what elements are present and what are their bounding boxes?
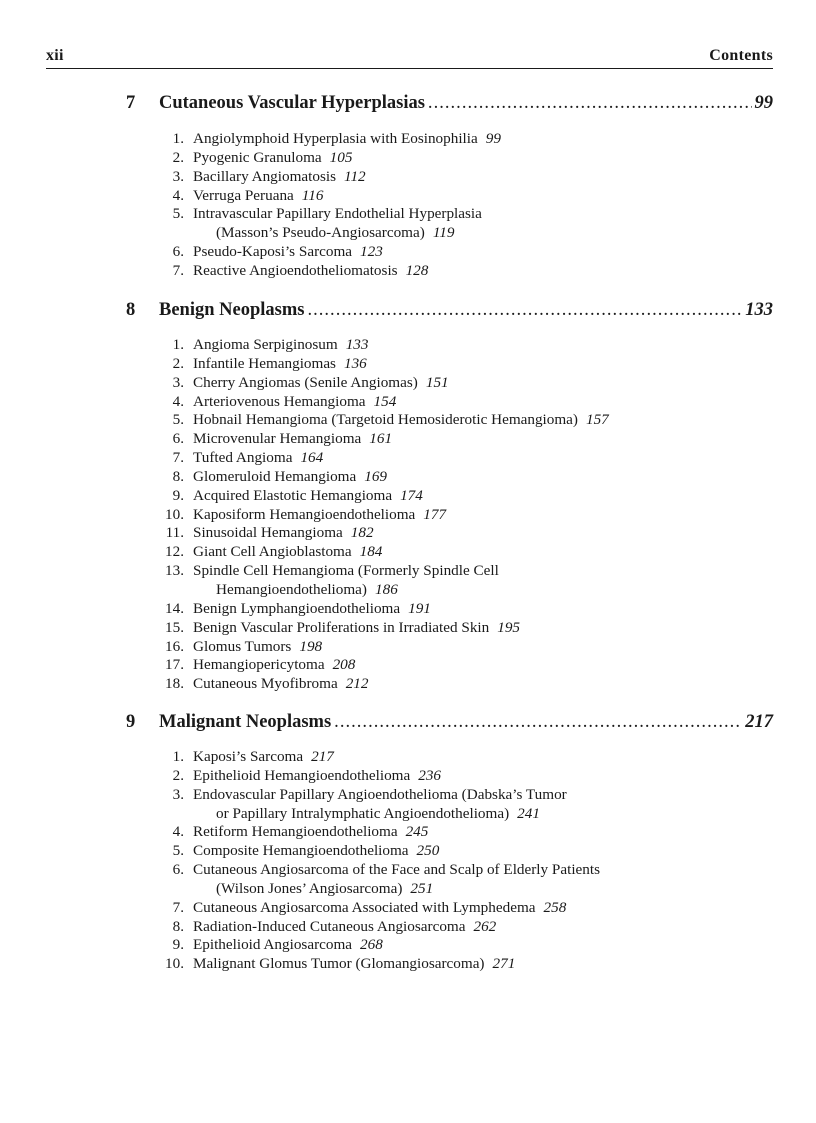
dot-leader <box>334 712 742 733</box>
entry-title: Composite Hemangioendothelioma <box>193 842 409 860</box>
toc-entry[interactable] <box>156 262 776 281</box>
entry-title: Angioma Serpiginosum <box>193 336 338 353</box>
toc-entry[interactable] <box>156 918 776 937</box>
entry-page: 262 <box>473 917 497 935</box>
entry-number: 3. <box>172 167 184 185</box>
entry-page: 251 <box>410 879 434 897</box>
entry-title: Benign Vascular Proliferations in Irradiated Skin <box>193 618 490 636</box>
entry-title: Cherry Angiomas (Senile Angiomas) <box>193 373 418 391</box>
toc-entry[interactable] <box>156 675 776 694</box>
entry-title: Cutaneous Angiosarcoma of the Face and Scalp of Elderly Patients <box>193 861 601 879</box>
entry-number: 5. <box>172 205 184 223</box>
entry-title: Tufted Angioma <box>193 449 293 467</box>
chapter-heading[interactable] <box>126 300 773 326</box>
entry-title: Pyogenic Granuloma <box>193 148 322 166</box>
toc-entry[interactable] <box>156 355 776 374</box>
chapter-number: 7 <box>126 93 136 113</box>
chapter-heading[interactable] <box>126 93 773 119</box>
entry-number: 9. <box>172 936 184 954</box>
entry-number: 4. <box>172 823 184 841</box>
entry-page: 186 <box>375 580 398 598</box>
entry-page: 105 <box>329 148 353 166</box>
toc-entry[interactable] <box>156 168 776 187</box>
chapter-heading[interactable] <box>126 712 773 738</box>
entry-page: 136 <box>343 354 367 372</box>
entry-page: 208 <box>332 656 356 674</box>
entry-title: Glomeruloid Hemangioma <box>193 467 357 485</box>
toc-entry[interactable] <box>156 149 776 168</box>
entry-page: 169 <box>364 467 388 485</box>
entry-page: 116 <box>301 186 324 204</box>
entry-title: Intravascular Papillary Endothelial Hyperplasia <box>193 205 482 223</box>
entry-number: 6. <box>172 430 184 448</box>
toc-entry[interactable] <box>156 468 776 487</box>
entry-title: Spindle Cell Hemangioma (Formerly Spindle Cell <box>193 562 499 580</box>
entry-page: 212 <box>345 675 369 693</box>
toc-entry[interactable] <box>156 619 776 638</box>
entry-page: 119 <box>432 224 455 242</box>
toc-entry[interactable] <box>156 638 776 657</box>
entry-title: Giant Cell Angioblastoma <box>193 543 352 561</box>
toc-entry[interactable] <box>156 543 776 562</box>
entry-title: Epithelioid Hemangioendothelioma <box>193 766 411 784</box>
toc-entry[interactable] <box>156 243 776 262</box>
chapter-7-items <box>156 130 776 281</box>
entry-title: Angiolymphoid Hyperplasia with Eosinophilia <box>193 130 478 147</box>
toc-entry[interactable] <box>156 600 776 619</box>
entry-title: Benign Lymphangioendothelioma <box>193 599 401 617</box>
chapter-page: 99 <box>754 93 773 113</box>
entry-number: 15. <box>165 618 184 636</box>
toc-entry[interactable] <box>156 786 776 824</box>
chapter-page: 217 <box>745 712 773 732</box>
entry-page: 157 <box>585 411 609 429</box>
entry-title: Sinusoidal Hemangioma <box>193 524 343 542</box>
toc-entry[interactable] <box>156 130 776 149</box>
toc-entry[interactable] <box>156 430 776 449</box>
entry-page: 123 <box>360 243 383 261</box>
entry-number: 11. <box>165 524 184 542</box>
entry-number: 2. <box>172 766 184 784</box>
entry-title: Glomus Tumors <box>193 637 292 655</box>
toc-entry[interactable] <box>156 861 776 899</box>
entry-title-continuation: or Papillary Intralymphatic Angioendothelioma) <box>216 804 510 822</box>
running-head-title: Contents <box>709 47 773 64</box>
toc-entry[interactable] <box>156 823 776 842</box>
entry-page: 258 <box>543 898 567 916</box>
entry-title: Reactive Angioendotheliomatosis <box>193 261 398 279</box>
entry-page: 198 <box>299 637 323 655</box>
toc-entry[interactable] <box>156 449 776 468</box>
toc-entry[interactable] <box>156 955 776 974</box>
entry-page: 133 <box>345 336 369 353</box>
entry-page: 250 <box>416 842 440 860</box>
entry-page: 177 <box>423 505 447 523</box>
chapter-number: 8 <box>126 300 136 320</box>
entry-title: Cutaneous Myofibroma <box>193 675 338 693</box>
toc-entry[interactable] <box>156 899 776 918</box>
toc-entry[interactable] <box>156 562 776 600</box>
entry-title: Hemangiopericytoma <box>193 656 325 674</box>
entry-number: 1. <box>172 130 184 147</box>
entry-number: 12. <box>165 543 184 561</box>
entry-title-continuation: (Wilson Jones’ Angiosarcoma) <box>216 879 403 897</box>
chapter-9-items <box>156 748 776 974</box>
dot-leader <box>307 300 742 321</box>
entry-page: 236 <box>418 766 441 784</box>
toc-entry[interactable] <box>156 656 776 675</box>
entry-title: Infantile Hemangiomas <box>193 354 336 372</box>
entry-title: Verruga Peruana <box>193 186 294 204</box>
entry-page: 128 <box>405 261 429 279</box>
toc-entry[interactable] <box>156 767 776 786</box>
entry-page: 245 <box>405 823 429 841</box>
entry-title: Microvenular Hemangioma <box>193 430 362 448</box>
toc-entry[interactable] <box>156 936 776 955</box>
entry-page: 271 <box>492 955 516 973</box>
toc-entry[interactable] <box>156 748 776 767</box>
entry-number: 5. <box>172 842 184 860</box>
entry-number: 8. <box>172 917 184 935</box>
entry-number: 17. <box>165 656 184 674</box>
entry-title: Hobnail Hemangioma (Targetoid Hemosiderotic Hemangioma) <box>193 411 578 429</box>
entry-number: 6. <box>172 861 184 879</box>
entry-title: Radiation-Induced Cutaneous Angiosarcoma <box>193 917 466 935</box>
toc-entry[interactable] <box>156 187 776 206</box>
entry-title: Epithelioid Angiosarcoma <box>193 936 353 954</box>
entry-number: 14. <box>165 599 184 617</box>
entry-title: Endovascular Papillary Angioendothelioma (Dabska’s Tumor <box>193 785 567 803</box>
toc-entry[interactable] <box>156 842 776 861</box>
running-header <box>46 46 773 69</box>
entry-title-continuation: (Masson’s Pseudo-Angiosarcoma) <box>216 224 425 242</box>
toc-entry[interactable] <box>156 506 776 525</box>
toc-entry[interactable] <box>156 374 776 393</box>
entry-number: 10. <box>165 955 184 973</box>
entry-title: Arteriovenous Hemangioma <box>193 392 366 410</box>
entry-title: Cutaneous Angiosarcoma Associated with Lymphedema <box>193 898 536 916</box>
entry-number: 3. <box>172 373 184 391</box>
entry-page: 268 <box>360 936 383 954</box>
entry-title: Retiform Hemangioendothelioma <box>193 823 398 841</box>
toc-entry[interactable] <box>156 411 776 430</box>
entry-number: 13. <box>165 562 184 580</box>
entry-number: 5. <box>172 411 184 429</box>
entry-number: 18. <box>165 675 184 693</box>
entry-number: 2. <box>172 354 184 372</box>
chapter-title: Cutaneous Vascular Hyperplasias <box>159 93 425 113</box>
entry-page: 241 <box>517 804 540 822</box>
entry-number: 7. <box>172 449 184 467</box>
entry-page: 195 <box>497 618 521 636</box>
entry-number: 6. <box>172 243 184 261</box>
chapter-8-items <box>156 336 776 694</box>
entry-number: 4. <box>172 186 184 204</box>
entry-number: 10. <box>165 505 184 523</box>
entry-number: 2. <box>172 148 184 166</box>
entry-page: 161 <box>369 430 393 448</box>
entry-page: 99 <box>485 130 501 147</box>
entry-number: 9. <box>172 486 184 504</box>
entry-page: 191 <box>408 599 431 617</box>
entry-title: Malignant Glomus Tumor (Glomangiosarcoma) <box>193 955 485 973</box>
toc-entry[interactable] <box>156 487 776 506</box>
chapter-title: Benign Neoplasms <box>159 300 305 320</box>
entry-page: 182 <box>350 524 374 542</box>
entry-number: 16. <box>165 637 184 655</box>
entry-page: 154 <box>373 392 397 410</box>
chapter-title: Malignant Neoplasms <box>159 712 332 732</box>
entry-page: 164 <box>300 449 324 467</box>
entry-page: 184 <box>359 543 383 561</box>
entry-title: Kaposiform Hemangioendothelioma <box>193 505 416 523</box>
entry-number: 7. <box>172 898 184 916</box>
chapter-page: 133 <box>745 300 773 320</box>
page-number: xii <box>46 47 64 64</box>
dot-leader <box>428 93 752 114</box>
entry-title: Bacillary Angiomatosis <box>193 167 336 185</box>
toc-entry[interactable] <box>156 205 776 243</box>
entry-number: 1. <box>172 336 184 353</box>
entry-title: Kaposi’s Sarcoma <box>193 748 304 765</box>
toc-entry[interactable] <box>156 336 776 355</box>
entry-title: Acquired Elastotic Hemangioma <box>193 486 393 504</box>
entry-page: 151 <box>425 373 449 391</box>
entry-title: Pseudo-Kaposi’s Sarcoma <box>193 243 353 261</box>
entry-title-continuation: Hemangioendothelioma) <box>216 580 367 598</box>
entry-number: 7. <box>172 261 184 279</box>
chapter-number: 9 <box>126 712 136 732</box>
entry-number: 4. <box>172 392 184 410</box>
entry-page: 174 <box>400 486 423 504</box>
toc-entry[interactable] <box>156 524 776 543</box>
entry-number: 8. <box>172 467 184 485</box>
entry-number: 1. <box>172 748 184 765</box>
toc-entry[interactable] <box>156 393 776 412</box>
entry-number: 3. <box>172 785 184 803</box>
entry-page: 217 <box>311 748 334 765</box>
entry-page: 112 <box>344 167 366 185</box>
